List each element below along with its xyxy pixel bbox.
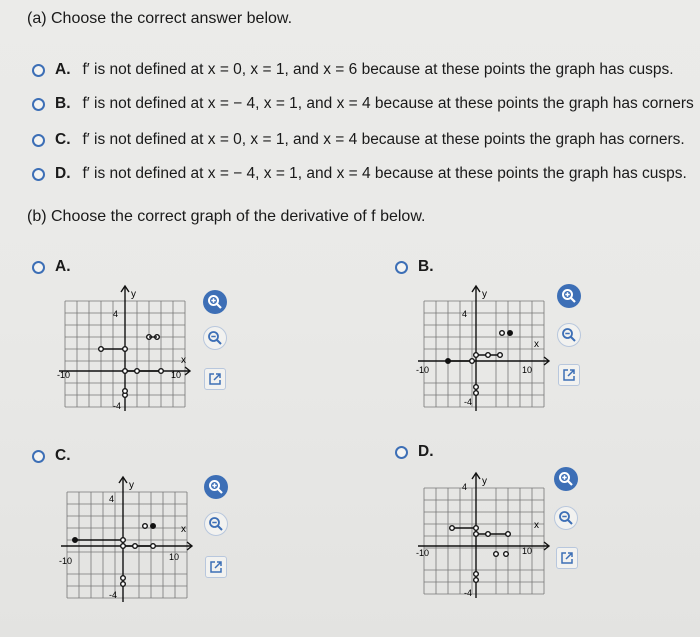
x-axis-label: x xyxy=(534,339,539,350)
x-min-label: -10 xyxy=(416,548,430,558)
option-letter: B. xyxy=(55,95,71,112)
radio-button[interactable] xyxy=(395,261,408,274)
zoom-in-icon[interactable] xyxy=(203,290,227,314)
graph-b xyxy=(414,283,554,413)
part-a-option-c[interactable] xyxy=(32,131,685,149)
x-min-label: -10 xyxy=(59,556,73,566)
zoom-in-icon[interactable] xyxy=(204,475,228,499)
y-axis-label: y xyxy=(129,480,134,491)
graph-option-b[interactable] xyxy=(395,258,434,276)
part-a-title: (a) Choose the correct answer below. xyxy=(27,10,293,27)
y-min-label: -4 xyxy=(113,401,122,411)
x-axis-label: x xyxy=(534,520,539,531)
option-text: f′ is not defined at x = 0, x = 1, and x = 4 because at these points the graph has corners. xyxy=(82,131,685,148)
option-letter: B. xyxy=(418,258,434,275)
popout-icon[interactable] xyxy=(558,364,580,386)
zoom-out-icon[interactable] xyxy=(554,506,578,530)
radio-button[interactable] xyxy=(32,134,45,147)
radio-button[interactable] xyxy=(395,446,408,459)
part-a-option-a[interactable] xyxy=(32,61,674,79)
y-min-label: -4 xyxy=(109,590,118,600)
y-axis-label: y xyxy=(482,476,487,487)
y-axis-label: y xyxy=(131,289,136,300)
radio-button[interactable] xyxy=(32,98,45,111)
graph-a xyxy=(55,283,195,413)
popout-icon[interactable] xyxy=(556,547,578,569)
option-text: f′ is not defined at x = 0, x = 1, and x = 6 because at these points the graph has cusps. xyxy=(82,61,674,78)
zoom-in-icon[interactable] xyxy=(554,467,578,491)
radio-button[interactable] xyxy=(32,261,45,274)
radio-button[interactable] xyxy=(32,64,45,77)
graph-d xyxy=(414,470,554,600)
y-max-label: 4 xyxy=(113,309,119,319)
y-max-label: 4 xyxy=(462,309,468,319)
x-max-label: 10 xyxy=(171,370,182,380)
x-max-label: 10 xyxy=(169,552,180,562)
graph-c xyxy=(57,474,197,604)
popout-icon[interactable] xyxy=(205,556,227,578)
graph-option-c[interactable] xyxy=(32,447,71,465)
x-max-label: 10 xyxy=(522,365,533,375)
zoom-in-icon[interactable] xyxy=(557,284,581,308)
x-min-label: -10 xyxy=(416,365,430,375)
zoom-out-icon[interactable] xyxy=(204,512,228,536)
option-letter: D. xyxy=(55,165,71,182)
y-axis-label: y xyxy=(482,289,487,300)
option-letter: C. xyxy=(55,131,71,148)
graph-option-d[interactable] xyxy=(395,443,434,461)
option-letter: A. xyxy=(55,258,71,275)
radio-button[interactable] xyxy=(32,168,45,181)
part-b-title: (b) Choose the correct graph of the derivative of f below. xyxy=(27,208,426,225)
option-letter: C. xyxy=(55,447,71,464)
option-text: f′ is not defined at x = − 4, x = 1, and x = 4 because at these points the graph has corners xyxy=(82,95,694,112)
zoom-out-icon[interactable] xyxy=(557,323,581,347)
y-max-label: 4 xyxy=(462,482,468,492)
x-min-label: -10 xyxy=(57,370,71,380)
x-max-label: 10 xyxy=(522,546,533,556)
graph-option-a[interactable] xyxy=(32,258,71,276)
radio-button[interactable] xyxy=(32,450,45,463)
part-a-option-d[interactable] xyxy=(32,165,687,183)
y-max-label: 4 xyxy=(109,494,115,504)
x-axis-label: x xyxy=(181,524,186,535)
option-letter: A. xyxy=(55,61,71,78)
y-min-label: -4 xyxy=(464,588,473,598)
popout-icon[interactable] xyxy=(204,368,226,390)
part-a-option-b[interactable] xyxy=(32,95,694,113)
option-letter: D. xyxy=(418,443,434,460)
zoom-out-icon[interactable] xyxy=(203,326,227,350)
option-text: f′ is not defined at x = − 4, x = 1, and x = 4 because at these points the graph has cusps. xyxy=(82,165,687,182)
y-min-label: -4 xyxy=(464,397,473,407)
x-axis-label: x xyxy=(181,355,186,366)
